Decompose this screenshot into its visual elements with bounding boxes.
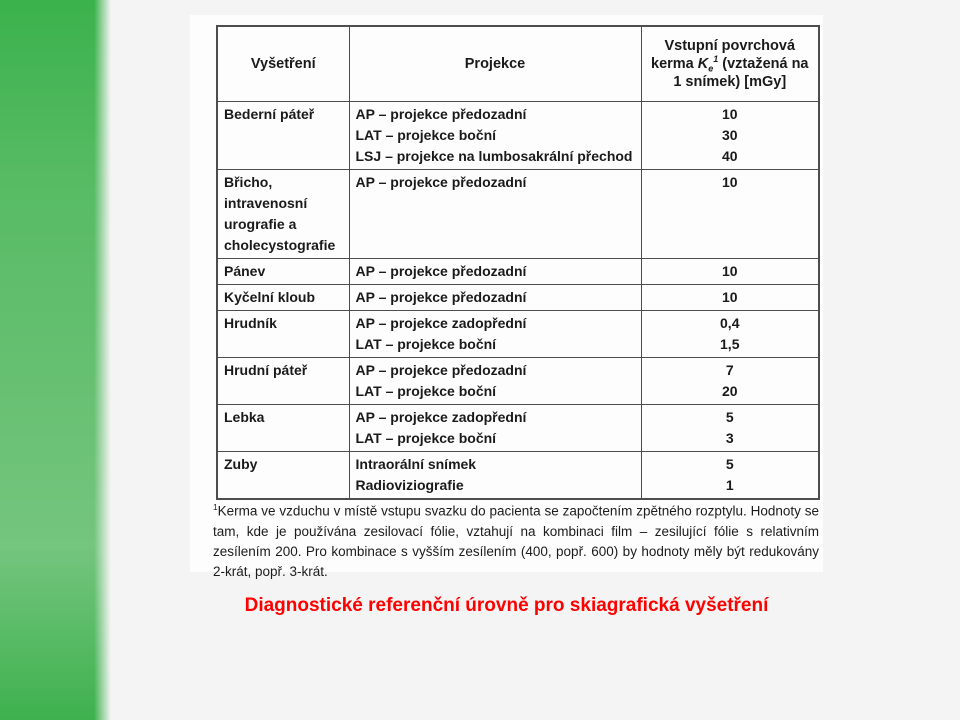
kerma-value: 10 xyxy=(721,289,738,305)
table-row xyxy=(217,358,819,405)
projection-cell xyxy=(349,358,641,405)
table-row xyxy=(217,285,819,311)
projection-line: AP – projekce předozadní xyxy=(355,289,527,305)
table-row xyxy=(217,311,819,358)
kerma-value: 5 xyxy=(725,409,734,425)
value-cell xyxy=(641,405,819,452)
kerma-value: 10 xyxy=(721,106,738,122)
exam-cell: Hrudník xyxy=(217,311,349,358)
value-cell xyxy=(641,285,819,311)
projection-line: LAT – projekce boční xyxy=(355,127,497,143)
projection-line: LSJ – projekce na lumbosakrální přechod xyxy=(355,148,633,164)
value-cell xyxy=(641,452,819,500)
kerma-value: 10 xyxy=(721,174,738,190)
kerma-symbol-subscript: e xyxy=(708,63,714,74)
exam-cell: Hrudní páteř xyxy=(217,358,349,405)
projection-line: LAT – projekce boční xyxy=(355,336,497,352)
projection-cell xyxy=(349,452,641,500)
kerma-header-text-before: Vstupní povrchová kerma xyxy=(651,38,796,72)
exam-cell: Bederní páteř xyxy=(217,102,349,170)
kerma-value: 40 xyxy=(721,148,738,164)
table-row xyxy=(217,452,819,500)
projection-line: AP – projekce zadopřední xyxy=(355,315,527,331)
projection-line: AP – projekce předozadní xyxy=(355,362,527,378)
exam-cell: Kyčelní kloub xyxy=(217,285,349,311)
exam-cell: Pánev xyxy=(217,259,349,285)
kerma-value: 30 xyxy=(721,127,738,143)
projection-line: Intraorální snímek xyxy=(355,456,477,472)
value-cell xyxy=(641,311,819,358)
projection-line: AP – projekce zadopřední xyxy=(355,409,527,425)
projection-cell xyxy=(349,259,641,285)
table-image-block xyxy=(190,15,823,579)
value-cell xyxy=(641,102,819,170)
projection-cell xyxy=(349,285,641,311)
exam-cell: Břicho, intravenosní urografie a cholecystografie xyxy=(217,170,349,259)
projection-line: Radioviziografie xyxy=(355,477,464,493)
table-row xyxy=(217,102,819,170)
kerma-value: 1 xyxy=(725,477,734,493)
exam-cell: Zuby xyxy=(217,452,349,500)
kerma-value: 10 xyxy=(721,263,738,279)
kerma-symbol: K xyxy=(697,55,709,72)
table-row xyxy=(217,405,819,452)
projection-cell xyxy=(349,405,641,452)
drl-table xyxy=(216,25,820,500)
col-header-exam: Vyšetření xyxy=(217,26,349,102)
projection-cell xyxy=(349,102,641,170)
value-cell xyxy=(641,358,819,405)
kerma-value: 1,5 xyxy=(720,336,740,352)
kerma-value: 0,4 xyxy=(720,315,740,331)
projection-line: AP – projekce předozadní xyxy=(355,106,527,122)
value-cell xyxy=(641,170,819,259)
col-header-projection: Projekce xyxy=(349,26,641,102)
projection-line: AP – projekce předozadní xyxy=(355,263,527,279)
table-row xyxy=(217,170,819,259)
projection-line: LAT – projekce boční xyxy=(355,430,497,446)
projection-cell xyxy=(349,170,641,259)
kerma-value: 5 xyxy=(725,456,734,472)
kerma-symbol-superscript: 1 xyxy=(713,54,719,65)
kerma-header-text-after: (vztažená na 1 snímek) [mGy] xyxy=(673,55,809,90)
projection-line: LAT – projekce boční xyxy=(355,383,497,399)
projection-line: AP – projekce předozadní xyxy=(355,174,527,190)
kerma-value: 7 xyxy=(725,362,734,378)
col-header-kerma xyxy=(641,26,819,102)
slide-title: Diagnostické referenční úrovně pro skiagrafická vyšetření xyxy=(244,595,769,616)
footnote-text: Kerma ve vzduchu v místě vstupu svazku do pacienta se započtením zpětného rozptylu. Hodnoty se tam, kde je používána zesilovací fólie, vztahují na kombinaci film – zesilující fólie s relativním zesílením 200. Pro kombinace s vyšším zesílením (400, popř. 600) by hodnoty měly být redukovány 2-krát, popř. 3-krát. xyxy=(213,503,819,579)
table-header-row xyxy=(217,26,819,102)
table-row xyxy=(217,259,819,285)
table-body xyxy=(217,102,819,500)
green-sidebar-decoration xyxy=(0,0,112,720)
projection-cell xyxy=(349,311,641,358)
kerma-value: 20 xyxy=(721,383,738,399)
exam-cell: Lebka xyxy=(217,405,349,452)
footnote xyxy=(213,497,819,582)
value-cell xyxy=(641,259,819,285)
kerma-value: 3 xyxy=(725,430,734,446)
footnote-marker: 1 xyxy=(213,502,218,512)
